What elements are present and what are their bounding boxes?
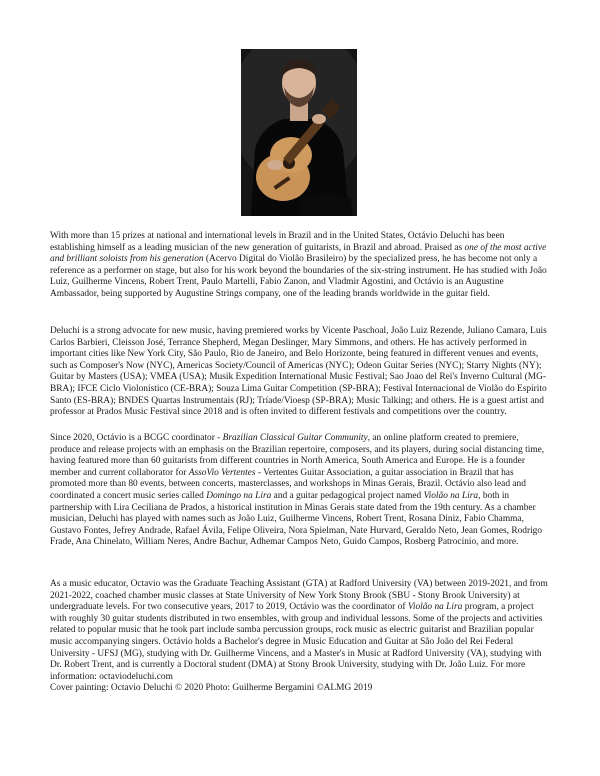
- italic-title-text: Domingo na Lira: [206, 490, 272, 501]
- paragraph-text: (Acervo Digital do Violão Brasileiro) by the specialized press, he has become not only a reference as a performer on stage, but also for his work beyond the boundaries of the six-string instrument. He has studied with João Luiz, Guilherme Vincens, Robert Trent, Paulo Martelli, Fabio Zanon, and Vladmir Agostini, and Octávio is an Augustine Ambassador, being supported by Augustine Strings company, one of the leading brands worldwide in the guitar field.: [50, 254, 547, 299]
- photo-credit: Cover painting: Octavio Deluchi © 2020 Photo: Guilherme Bergamini ©ALMG 2019: [50, 683, 373, 693]
- paragraph-text: , both in partnership with Lira Ceciliana de Prados, a historical institution in Minas Gerais state dated from the 19th century. As a chamber musician, Deluchi has played with names such as João Luiz, Guilherme Vincens, Robert Trent, Rosana Diniz, Fabio Chamma, Gustavo Fontes, Jefrey Andrade, Rafael Ávila, Felipe Oliveira, Nora Spielman, Nate Hurvard, Geraldo Neto, Jean Gomes, Rodrigo Frade, Ana Chinelato, William Neres, Andre Bachur, Adhemar Campos Neto, Guido Campos, Rosberg Patrocínio, and more.: [50, 490, 543, 548]
- bio-paragraph-4: [50, 579, 550, 683]
- bio-paragraph-2: [50, 326, 550, 419]
- italic-title-text: Violão na Lira: [423, 490, 479, 501]
- bio-paragraph-1: [50, 231, 550, 301]
- paragraph-text: program, a project with roughly 30 guitar students distributed in two ensembles, with group and individual lessons. Some of the projects and activities related to popular music that he took part include samba percussion groups, rock music as electric guitarist and Brazilian popular music accompanying singers. Octávio holds a Bachelor's degree in Music Education and Guitar at São João del Rei Federal University - UFSJ (MG), studying with Dr. Guilherme Vincens, and a Master's in Music at Radford University (VA), studying with Dr. Robert Trent, and is currently a Doctoral student (DMA) at Stony Brook University, studying with Dr. João Luiz. For more information: octaviodeluchi.com: [50, 602, 543, 682]
- italic-title-text: one of the most active and brilliant soloists from his generation: [50, 242, 547, 265]
- paragraph-text: As a music educator, Octavio was the Graduate Teaching Assistant (GTA) at Radford University (VA) between 2019-2021, and from 2021-2022, coached chamber music classes at State University of New York Stony Brook (SBU - Stony Brook University) at undergraduate levels. For two consecutive years, 2017 to 2019, Octávio was the coordinator of: [50, 579, 548, 613]
- italic-title-text: AssoVio Vertentes: [188, 467, 256, 478]
- italic-title-text: Brazilian Classical Guitar Community: [222, 433, 368, 443]
- paragraph-text: , an online platform created to premiere, produce and release projects with an emphasis on the Brazilian repertoire, composers, and its players, during social distancing time, having featured more than 60 guitarists from different countries in North America, South America and Europe. He is a founder member and current collaborator for: [50, 433, 545, 478]
- paragraph-text: - Vertentes Guitar Association, a guitar association in Brazil that has promoted more than 80 events, between concerts, masterclasses, and workshops in Minas Gerais, Brazil. Octávio also lead and coordinated a concert music series called: [50, 467, 526, 501]
- bio-paragraph-3: [50, 433, 550, 549]
- paragraph-text: and a guitar pedagogical project named: [271, 490, 424, 501]
- paragraph-text: With more than 15 prizes at national and international levels in Brazil and in the United States, Octávio Deluchi has been establishing himself as a leading musician of the new generation of guitarists, in Brazil and abroad. Praised as: [50, 231, 505, 253]
- paragraph-text: Since 2020, Octávio is a BCGC coordinator -: [50, 433, 223, 443]
- paragraph-text: Deluchi is a strong advocate for new music, having premiered works by Vicente Paschoal, João Luiz Rezende, Juliano Camara, Luis Carlos Barbieri, Cleisson José, Terrance Shepherd, Megan Deslinger, Mary Simmons, and others. He has actively performed in important cities like New York City, São Paulo, Rio de Janeiro, and Belo Horizonte, being featured in different venues and events, such as Composer's Now (NYC), Americas Society/Council of Americas (NYC); Odeon Guitar Series (NYC); Starry Nights (NY); Guitar by Masters (USA); VMEA (USA); Musik Expedition International Music Festival; Sao Joao del Rei's Inverno Cultural (MG-BRA); IFCE Ciclo Violonístico (CE-BRA); Souza Lima Guitar Competition (SP-BRA); Festival Internacional de Violão do Espírito Santo (ES-BRA); BNDES Quartas Instrumentais (RJ); Tríade/Vioesp (SP-BRA); Music Talking; and others. He is a guest artist and professor at Prados Music Festival since 2018 and is often invited to different festivals and competitions over the country.: [50, 326, 547, 418]
- portrait-photo: [241, 49, 357, 216]
- italic-title-text: Violão na Lira: [407, 602, 463, 613]
- portrait-illustration: [241, 49, 357, 216]
